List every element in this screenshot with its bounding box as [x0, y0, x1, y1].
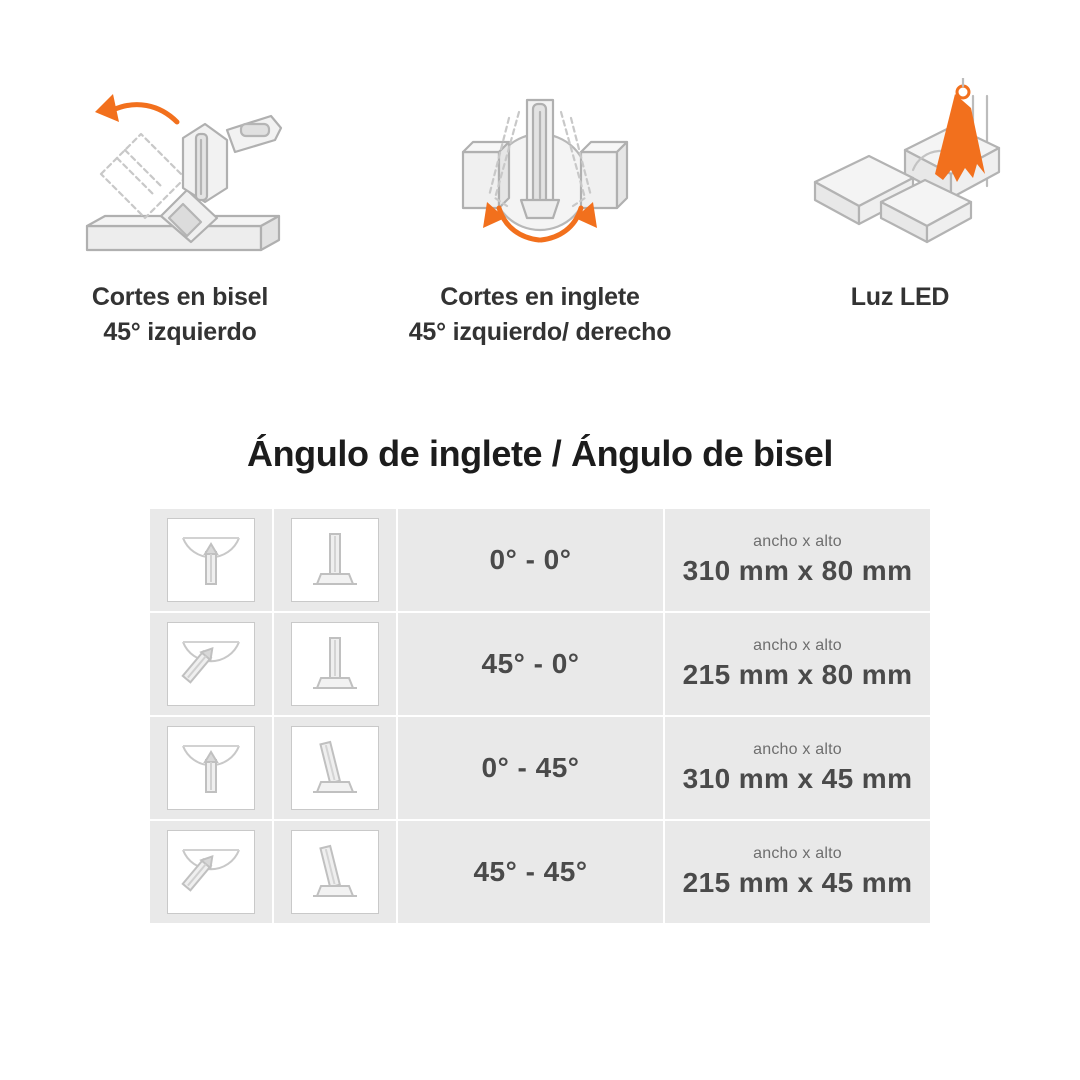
- feature-row: [0, 0, 1080, 349]
- table-row: [149, 508, 931, 612]
- angle-value: 0° - 0°: [397, 508, 664, 612]
- bevel-0-icon-cell: [273, 612, 397, 716]
- feature-led-caption-line1: Luz LED: [850, 283, 950, 311]
- feature-bevel-caption: [92, 280, 268, 349]
- miter-0-icon: [167, 518, 255, 602]
- feature-bevel-cuts: [0, 78, 360, 349]
- bevel-45-icon: [291, 830, 379, 914]
- bevel-0-icon: [291, 518, 379, 602]
- dims-cell: [664, 716, 931, 820]
- dims-label: ancho x alto: [753, 741, 842, 758]
- bevel-45-icon-cell: [273, 716, 397, 820]
- dims-label: ancho x alto: [753, 533, 842, 550]
- feature-bevel-caption-line2: 45° izquierdo: [103, 317, 257, 346]
- dims-label: ancho x alto: [753, 845, 842, 862]
- feature-miter-cuts: [360, 78, 720, 349]
- dims-value: 310 mm x 45 mm: [682, 763, 913, 794]
- dims-value: 310 mm x 80 mm: [682, 555, 913, 586]
- section-title: Ángulo de inglete / Ángulo de bisel: [246, 433, 833, 474]
- miter-0-icon-cell: [149, 716, 273, 820]
- feature-led-caption: [851, 280, 950, 315]
- miter-45-icon-cell: [149, 612, 273, 716]
- angle-value: 45° - 45°: [397, 820, 664, 924]
- feature-bevel-caption-line1: Cortes en bisel: [91, 283, 269, 311]
- dims-label: ancho x alto: [753, 637, 842, 654]
- specs-table: [148, 507, 932, 925]
- bevel-cut-saw-icon: [65, 78, 295, 258]
- dims-cell: [664, 508, 931, 612]
- dims-cell: [664, 820, 931, 924]
- miter-0-icon: [167, 726, 255, 810]
- table-row: [149, 716, 931, 820]
- miter-0-icon-cell: [149, 508, 273, 612]
- feature-miter-caption: [409, 280, 672, 349]
- bevel-0-icon: [291, 622, 379, 706]
- miter-cut-saw-icon: [425, 78, 655, 258]
- bevel-45-icon-cell: [273, 820, 397, 924]
- miter-45-icon: [167, 622, 255, 706]
- feature-miter-caption-line1: Cortes en inglete: [440, 283, 640, 311]
- miter-45-icon-cell: [149, 820, 273, 924]
- angle-value: 45° - 0°: [397, 612, 664, 716]
- bevel-0-icon-cell: [273, 508, 397, 612]
- dims-value: 215 mm x 80 mm: [682, 659, 913, 690]
- table-row: [149, 612, 931, 716]
- miter-45-icon: [167, 830, 255, 914]
- angle-value: 0° - 45°: [397, 716, 664, 820]
- dims-value: 215 mm x 45 mm: [682, 867, 913, 898]
- led-light-icon: [785, 78, 1015, 258]
- dims-cell: [664, 612, 931, 716]
- bevel-45-icon: [291, 726, 379, 810]
- feature-led-light: [720, 78, 1080, 349]
- specs-table-wrap: [148, 507, 932, 925]
- feature-miter-caption-line2: 45° izquierdo/ derecho: [408, 317, 672, 346]
- table-row: [149, 820, 931, 924]
